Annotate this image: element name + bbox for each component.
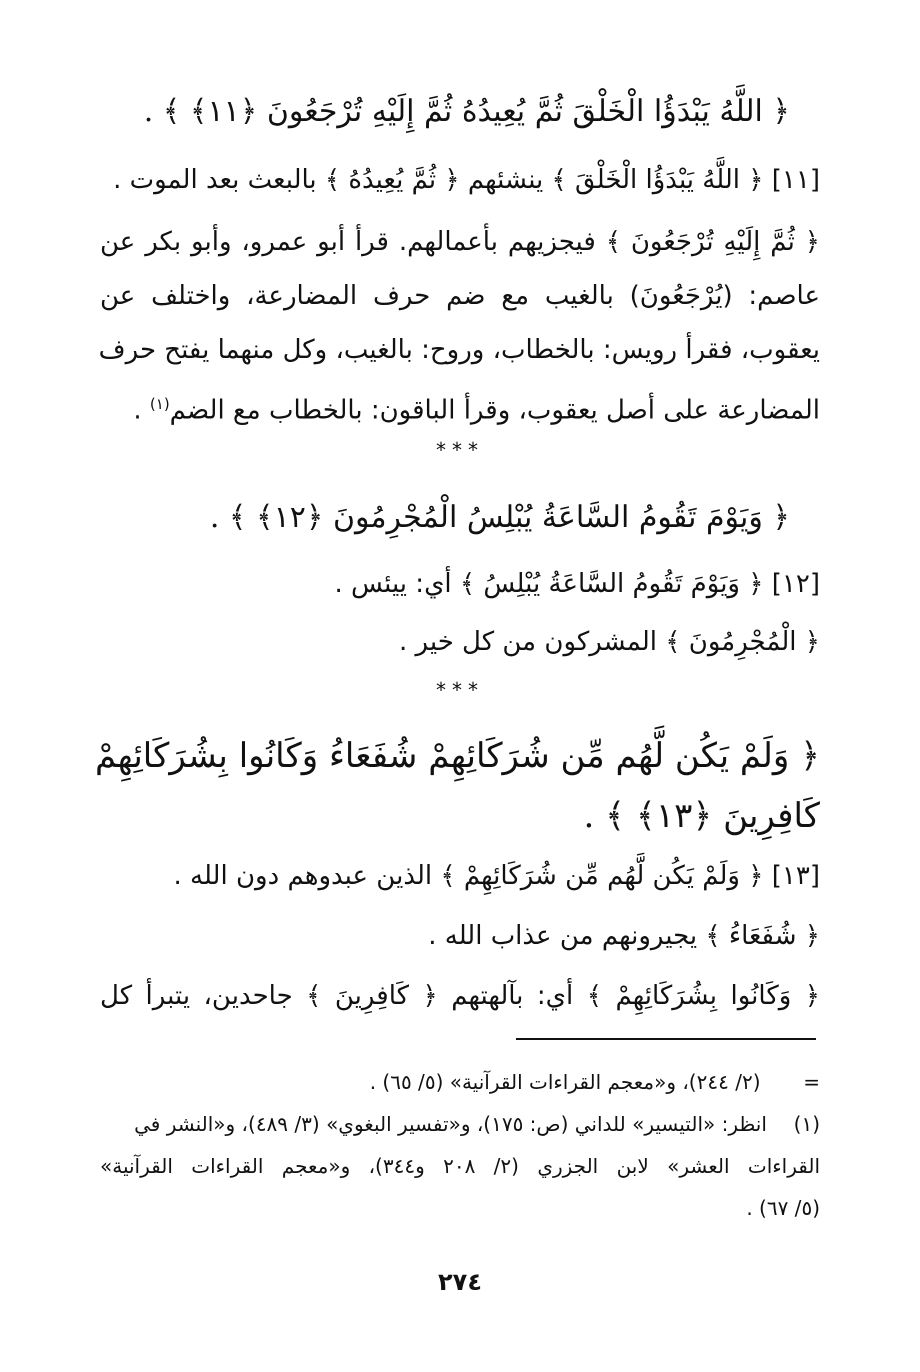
footnote-1-line-2: القراءات العشر» لابن الجزري (٢/ ٢٠٨ و٣٤٤)، و«معجم القراءات القرآنية» [100,1154,821,1178]
footnote-continuation [100,1066,820,1098]
section-separator: *** [436,678,484,702]
verse-13-header-line-1: ﴿ وَلَمْ يَكُن لَّهُم مِّن شُرَكَائِهِمْ شُفَعَاءُ وَكَانُوا بِشُرَكَائِهِمْ [95,736,820,776]
section-separator: *** [436,438,484,462]
footnote-1-text-a: انظر: «التيسير» للداني (ص: ١٧٥)، و«تفسير البغوي» (٣/ ٤٨٩)، و«النشر في [134,1112,767,1136]
footnote-1-mark: (١) [793,1112,820,1136]
footnote-ref-1[interactable]: (١) [149,395,170,413]
commentary-11-line-5-end: . [133,395,150,426]
commentary-11-line-2: ﴿ ثُمَّ إِلَيْهِ تُرْجَعُونَ ﴾ فيجزيهم بأعمالهم. قرأ أبو عمرو، وأبو بكر عن [100,227,820,257]
footnote-continuation-text: (٢/ ٢٤٤)، و«معجم القراءات القرآنية» (٥/ ٦٥) . [369,1070,761,1094]
commentary-13-line-1: [١٣] ﴿ وَلَمْ يَكُن لَّهُم مِّن شُرَكَائِهِمْ ﴾ الذين عبدوهم دون الله . [173,861,820,891]
commentary-11-line-4: يعقوب، فقرأ رويس: بالخطاب، وروح: بالغيب، وكل منهما يفتح حرف [98,335,820,365]
commentary-11-line-5-text: المضارعة على أصل يعقوب، وقرأ الباقون: بالخطاب مع الضم [169,395,820,426]
verse-12-header: ﴿ وَيَوْمَ تَقُومُ السَّاعَةُ يُبْلِسُ الْمُجْرِمُونَ ﴿١٢﴾ ﴾ . [209,500,790,535]
footnote-continuation-mark: = [803,1070,820,1094]
commentary-11-line-5 [100,384,820,424]
footnote-1-line-3: (٥/ ٦٧) . [746,1196,820,1220]
page-number: ٢٧٤ [438,1268,482,1296]
commentary-11-line-3: عاصم: (يُرْجَعُونَ) بالغيب مع ضم حرف المضارعة، واختلف عن [100,281,820,311]
footnote-1-line-1 [100,1108,820,1140]
commentary-12-line-1: [١٢] ﴿ وَيَوْمَ تَقُومُ السَّاعَةُ يُبْلِسُ ﴾ أي: ييئس . [334,569,820,599]
commentary-12-line-2: ﴿ الْمُجْرِمُونَ ﴾ المشركون من كل خير . [398,627,820,657]
verse-11-header: ﴿ اللَّهُ يَبْدَؤُا الْخَلْقَ ثُمَّ يُعِيدُهُ ثُمَّ إِلَيْهِ تُرْجَعُونَ ﴿١١﴾ ﴾ . [143,94,790,129]
commentary-13-line-3: ﴿ وَكَانُوا بِشُرَكَائِهِمْ ﴾ أي: بآلهتهم ﴿ كَافِرِينَ ﴾ جاحدين، يتبرأ كل [100,981,820,1011]
commentary-13-line-2: ﴿ شُفَعَاءُ ﴾ يجيرونهم من عذاب الله . [428,921,820,951]
footnote-divider [516,1038,816,1040]
commentary-11-line-1: [١١] ﴿ اللَّهُ يَبْدَؤُا الْخَلْقَ ﴾ ينشئهم ﴿ ثُمَّ يُعِيدُهُ ﴾ بالبعث بعد الموت . [113,165,820,195]
verse-13-header-line-2: كَافِرِينَ ﴿١٣﴾ ﴾ . [583,796,820,836]
